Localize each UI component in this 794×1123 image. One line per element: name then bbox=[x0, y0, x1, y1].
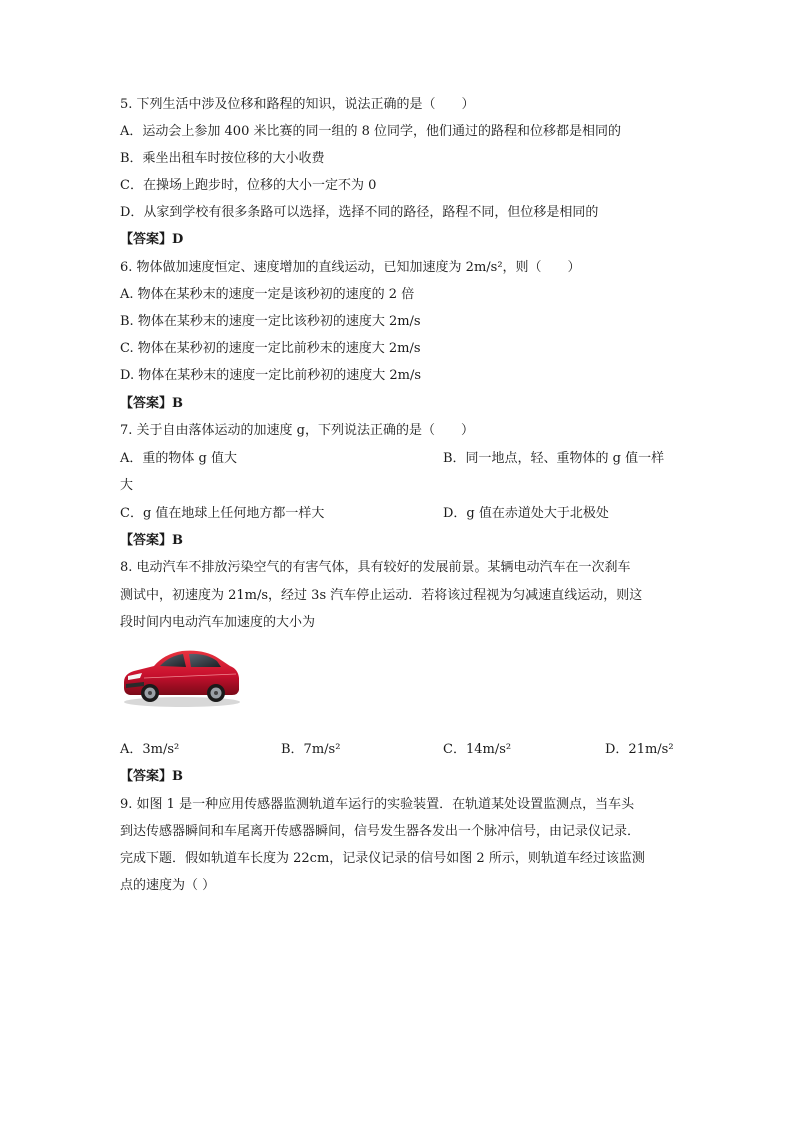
q7-stem: 7. 关于自由落体运动的加速度 g，下列说法正确的是（ ） bbox=[120, 423, 474, 438]
q8-option-b: B．7m/s² bbox=[281, 742, 341, 757]
q6-option-b: B. 物体在某秒末的速度一定比该秒初的速度大 2m/s bbox=[120, 314, 421, 329]
q6-answer: 【答案】B bbox=[120, 396, 183, 411]
q6-option-a: A. 物体在某秒末的速度一定是该秒初的速度的 2 倍 bbox=[120, 287, 415, 302]
q5-option-d: D．从家到学校有很多条路可以选择，选择不同的路径，路程不同，但位移是相同的 bbox=[120, 205, 599, 220]
q8-answer: 【答案】B bbox=[120, 769, 183, 784]
q7-option-b-continued: 大 bbox=[120, 478, 134, 493]
q6-option-d: D. 物体在某秒末的速度一定比前秒初的速度大 2m/s bbox=[120, 368, 422, 383]
q9-stem-line-4: 点的速度为（ ） bbox=[120, 878, 216, 893]
q8-stem-line-2: 测试中，初速度为 21m/s，经过 3s 汽车停止运动．若将该过程视为匀减速直线运动，则这 bbox=[120, 588, 643, 603]
q9-stem-line-2: 到达传感器瞬间和车尾离开传感器瞬间，信号发生器各发出一个脉冲信号，由记录仪记录． bbox=[120, 824, 641, 839]
q7-option-a: A．重的物体 g 值大 bbox=[120, 451, 237, 466]
q7-option-c: C．g 值在地球上任何地方都一样大 bbox=[120, 506, 325, 521]
q7-option-d: D．g 值在赤道处大于北极处 bbox=[443, 506, 609, 521]
q5-option-b: B．乘坐出租车时按位移的大小收费 bbox=[120, 151, 325, 166]
q6-option-c: C. 物体在某秒初的速度一定比前秒末的速度大 2m/s bbox=[120, 341, 421, 356]
q9-stem-line-1: 9. 如图 1 是一种应用传感器监测轨道车运行的实验装置．在轨道某处设置监测点，当车头 bbox=[120, 797, 635, 812]
q5-stem: 5. 下列生活中涉及位移和路程的知识，说法正确的是（ ） bbox=[120, 97, 475, 112]
q9-stem-line-3: 完成下题．假如轨道车长度为 22cm，记录仪记录的信号如图 2 所示，则轨道车经过该监测 bbox=[120, 851, 645, 866]
q8-option-c: C．14m/s² bbox=[443, 742, 512, 757]
q5-answer: 【答案】D bbox=[120, 232, 184, 247]
q8-stem-line-1: 8. 电动汽车不排放污染空气的有害气体，具有较好的发展前景。某辆电动汽车在一次刹车 bbox=[120, 560, 631, 575]
q7-option-b: B．同一地点，轻、重物体的 g 值一样 bbox=[443, 451, 665, 466]
q6-stem: 6. 物体做加速度恒定、速度增加的直线运动，已知加速度为 2m/s²，则（ ） bbox=[120, 260, 581, 275]
q5-option-c: C．在操场上跑步时，位移的大小一定不为 0 bbox=[120, 178, 377, 193]
q7-answer: 【答案】B bbox=[120, 533, 183, 548]
q8-option-d: D．21m/s² bbox=[605, 742, 674, 757]
q5-option-a: A．运动会上参加 400 米比赛的同一组的 8 位同学，他们通过的路程和位移都是相同的 bbox=[120, 124, 622, 139]
red-sedan-image bbox=[120, 638, 242, 710]
q8-option-a: A．3m/s² bbox=[120, 742, 180, 757]
q8-stem-line-3: 段时间内电动汽车加速度的大小为 bbox=[120, 615, 316, 630]
